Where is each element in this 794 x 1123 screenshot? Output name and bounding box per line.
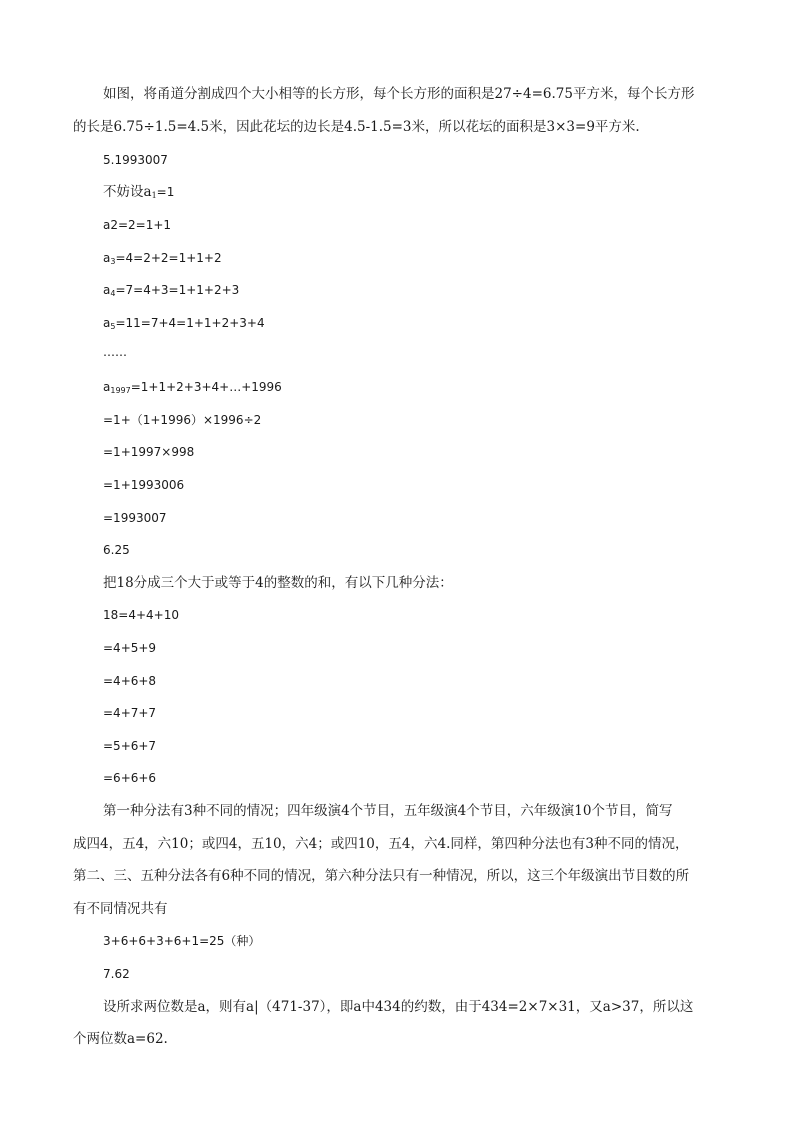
paragraph-line: 如图，将甬道分割成四个大小相等的长方形，每个长方形的面积是27÷4=6.75平方米，每个长方形 (103, 86, 695, 102)
equation-line: =1993007 (103, 511, 167, 525)
equation-line: =4+6+8 (103, 674, 157, 688)
paragraph-line: 的长是6.75÷1.5=4.5米，因此花坛的边长是4.5-1.5=3米，所以花坛的面积是3×3=9平方米. (73, 119, 640, 135)
subscript: 1997 (110, 386, 131, 395)
equation-line: =1+1997×998 (103, 445, 195, 459)
equation-line (103, 313, 265, 337)
equation-text: =11=7+4=1+1+2+3+4 (115, 316, 265, 330)
subscript: 5 (110, 322, 116, 331)
paragraph-line: 第一种分法有3种不同的情况；四年级演4个节目，五年级演4个节目，六年级演10个节目，简写 (103, 803, 673, 819)
equation-text: a (103, 316, 111, 330)
paragraph-line: 把18分成三个大于或等于4的整数的和，有以下几种分法： (103, 575, 453, 591)
equation-line: =1+1993006 (103, 478, 185, 492)
equation-line: 3+6+6+3+6+1=25（种） (103, 934, 261, 948)
answer-heading-7: 7.62 (103, 967, 130, 981)
subscript: 4 (110, 289, 116, 298)
paragraph-line: 个两位数a=62. (73, 1031, 168, 1047)
subscript: 3 (110, 257, 116, 266)
equation-line: a2=2=1+1 (103, 218, 172, 232)
answer-heading-5: 5.1993007 (103, 153, 168, 167)
equation-line: =4+5+9 (103, 641, 157, 655)
equation-text: a (103, 283, 111, 297)
equation-line: =1+（1+1996）×1996÷2 (103, 413, 262, 427)
equation-text: a (103, 380, 111, 394)
paragraph-line: 有不同情况共有 (73, 901, 168, 917)
equation-line (103, 248, 222, 272)
subscript: 1 (151, 191, 157, 200)
equation-text: =1+1+2+3+4+…+1996 (130, 380, 282, 394)
equation-line: =6+6+6 (103, 771, 157, 785)
answer-heading-6: 6.25 (103, 543, 130, 557)
paragraph-line: 成四4，五4，六10；或四4，五10，六4；或四10，五4，六4.同样，第四种分法也有3种不同的情况， (73, 836, 689, 852)
ellipsis-line: …… (103, 345, 127, 359)
equation-line (103, 377, 282, 401)
equation-text: a (103, 251, 111, 265)
equation-text: 不妨设a (103, 184, 152, 200)
equation-text: =1 (156, 185, 175, 199)
equation-text: =7=4+3=1+1+2+3 (115, 283, 240, 297)
paragraph-line: 设所求两位数是a，则有a|（471-37），即a中434的约数，由于434=2×7×31，又a>37，所以这 (103, 999, 694, 1015)
equation-line: =4+7+7 (103, 706, 157, 720)
equation-line: =5+6+7 (103, 739, 157, 753)
equation-line: 18=4+4+10 (103, 608, 179, 622)
equation-text: =4=2+2=1+1+2 (115, 251, 222, 265)
equation-line (103, 280, 239, 304)
paragraph-line: 第二、三、五种分法各有6种不同的情况，第六种分法只有一种情况，所以，这三个年级演出节目数的所 (73, 868, 690, 884)
equation-line (103, 182, 174, 206)
